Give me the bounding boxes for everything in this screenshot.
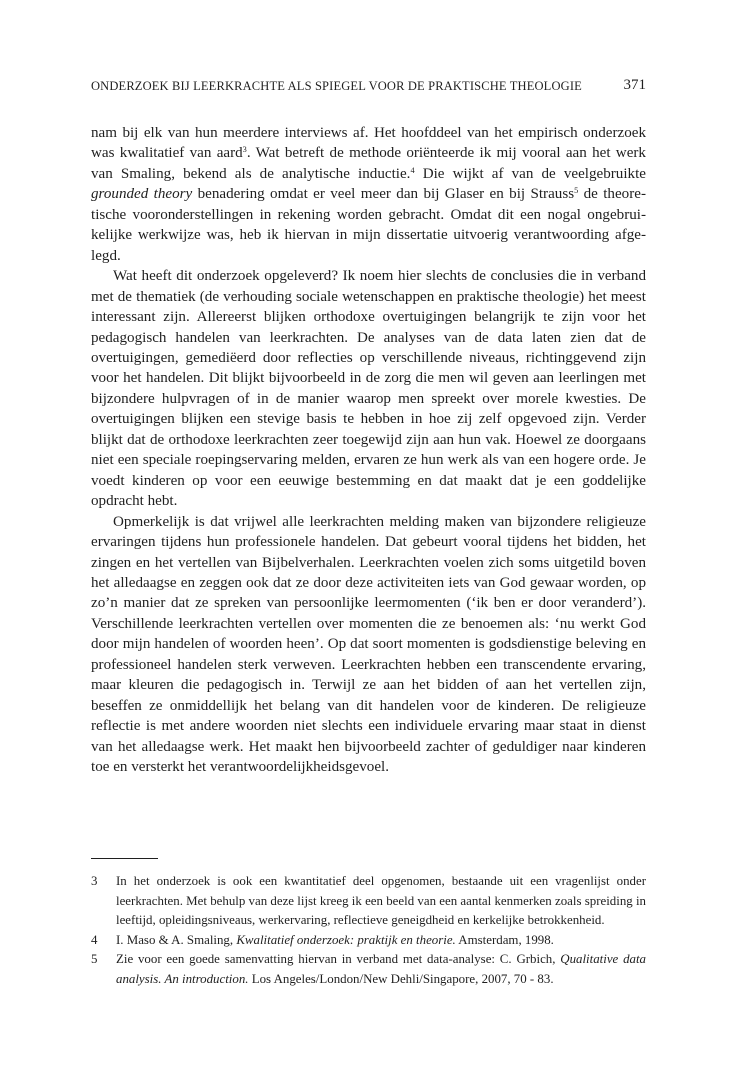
paragraph-1-text-e: de theoretische vooronderstellingen in rekening worden gebracht. Omdat dit een nogal ongebruikelijke werkwijze was, heb ik hiervan in mijn dissertatie uitvoerig verantwoording afgelegd. [91, 186, 646, 264]
body-text [91, 123, 646, 778]
emphasis-grounded-theory: grounded theory [91, 186, 193, 203]
paragraph-2: Wat heeft dit onderzoek opgeleverd? Ik noem hier slechts de conclusies die in verband met de thematiek (de verhouding sociale wetenschappen en praktische theologie) het meest interessant zijn. Allereerst blijken orthodoxe overtuigingen belangrijk te zijn voor het pedagogisch handelen van leerkrachten. De analyses van de data laten zien dat de overtuigingen, gemediëerd door reflecties op verschillende niveaus, richtinggevend zijn voor het handelen. Dit blijkt bijvoorbeeld in de zorg die men wil geven aan leerlingen met bijzondere hulpvragen of in de manier waarop men spreekt over morele kwesties. De overtuigingen blijken een stevige basis te hebben in hoe zij zelf opgevoed zijn. Verder blijkt dat de orthodoxe leerkrachten zeer toegewijd zijn aan hun vak. Hoewel ze doorgaans niet een speciale roepingservaring melden, ervaren ze hun werk als van een hogere orde. Je voedt kinderen op voor een eeuwige bestemming en dat maakt dat je een goddelijke opdracht hebt. [91, 268, 646, 510]
footnote-book-title: Kwalitatief onderzoek: praktijk en theorie. [236, 932, 456, 947]
page-number: 371 [623, 77, 646, 93]
footnotes [91, 872, 646, 990]
footnote-number: 3 [91, 874, 98, 888]
footnote-number: 4 [91, 932, 98, 947]
footnote-author: Zie voor een goede samenvatting hiervan in verband met data-analyse: C. Grbich, [116, 952, 561, 967]
paragraph-1-text-c: Die wijkt af van de veelgebruikte [414, 165, 646, 182]
paragraph-1 [91, 123, 646, 266]
footnote-book-title: Qualitative data analysis. An introduction. [116, 952, 646, 986]
paragraph-1-text-b: . Wat betreft de methode oriënteerde ik mij vooral aan het werk van Smaling, bekend als de analytische inductie. [91, 145, 646, 182]
footnote-3 [91, 872, 646, 931]
footnote-text: In het onderzoek is ook een kwantitatief deel opgenomen, bestaande uit een vragenlijst onder leerkrachten. Met behulp van deze lijst kreeg ik een beeld van een aantal kenmerken zoals spreiding in leeftijd, opleidingsniveaus, werkervaring, reflectieve geneigdheid en kerkelijke betrokkenheid. [116, 874, 646, 928]
footnote-4 [91, 931, 646, 951]
footnote-text [116, 952, 646, 986]
footnote-separator [91, 858, 158, 859]
footnote-number: 5 [91, 952, 98, 967]
running-header [91, 78, 646, 98]
footnote-publication: Los Angeles/London/New Dehli/Singapore, 2007, 70 - 83. [248, 971, 554, 986]
footnote-text [116, 933, 554, 947]
paragraph-1-text-d: benadering omdat er veel meer dan bij Glaser en bij Strauss [192, 186, 575, 203]
footnote-ref-3[interactable]: 3 [242, 145, 247, 155]
footnote-publication: Amsterdam, 1998. [455, 932, 554, 947]
footnote-5 [91, 950, 646, 989]
paragraph-3: Opmerkelijk is dat vrijwel alle leerkrachten melding maken van bijzondere religieuze ervaringen tijdens hun professionele handelen. Dat gebeurt vooral tijdens het bidden, het zingen en het vertellen van Bijbelverhalen. Leerkrachten voelen zich soms uitgetild boven het alledaagse en zeggen ook dat ze door deze activiteiten iets van God gewaar worden, op zo’n manier dat ze spreken van persoonlijke leermomenten (‘ik ben er door veranderd’). Verschillende leerkrachten vertellen over momenten die ze benoemen als: ‘nu werkt God door mijn handelen of woorden heen’. Op dat soort momenten is godsdienstige beleving en professioneel handelen sterk verweven. Leerkrachten hebben een transcendente ervaring, maar kleuren die pedagogisch in. Terwijl ze aan het bidden of aan het vertellen zijn, beseffen ze onmiddellijk het belang van dit handelen voor de kinderen. De religieuze reflectie is met andere woorden niet slechts een individuele ervaring maar staat in dienst van het alledaagse werk. Het maakt hen bijvoorbeeld zachter of geduldiger naar kinderen toe en versterkt het verantwoordelijkheidsgevoel. [91, 513, 646, 776]
footnote-ref-5[interactable]: 5 [574, 186, 579, 196]
running-title: ONDERZOEK BIJ LEERKRACHTE ALS SPIEGEL VOOR DE PRAKTISCHE THEOLOGIE [91, 79, 582, 93]
paragraph-1-text-a: nam bij elk van hun meerdere interviews af. Het hoofddeel van het empirisch onderzoek was kwalitatief van aard [91, 125, 646, 162]
footnote-author: I. Maso & A. Smaling, [116, 932, 237, 947]
footnote-ref-4[interactable]: 4 [410, 165, 415, 175]
